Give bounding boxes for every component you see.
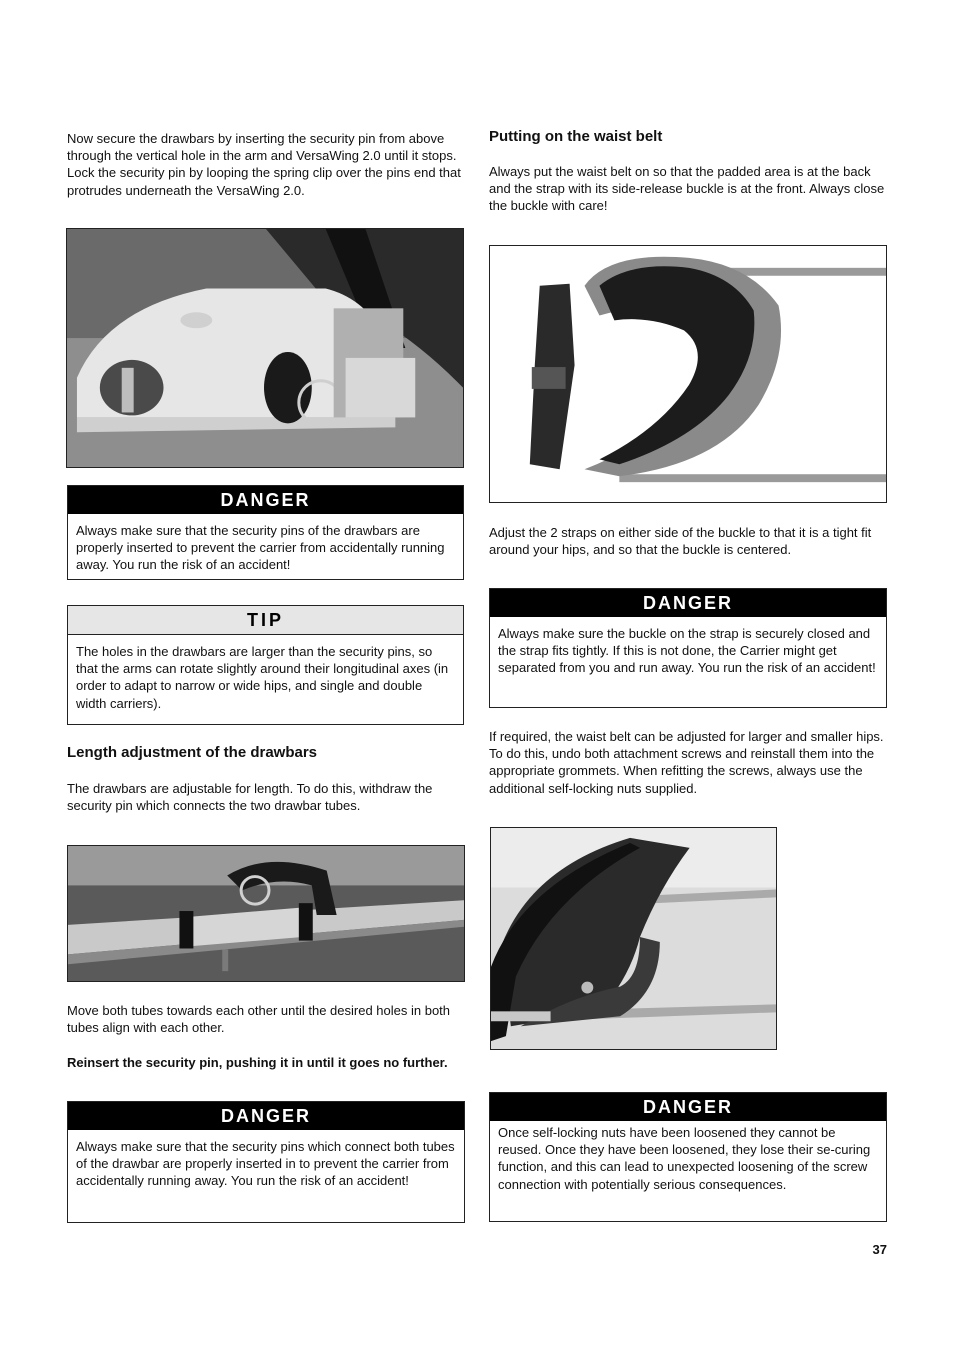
length-adjustment-paragraph: The drawbars are adjustable for length. To do this, withdraw the security pin which connects the two drawbar tubes. [67, 781, 433, 814]
reinsert-pin-paragraph: Reinsert the security pin, pushing it in until it goes no further. [67, 1055, 448, 1070]
danger-text: Always make sure the buckle on the strap is securely closed and the strap fits tightly. If this is not done, the Carrier might get separated from you and run away. You run the risk of an accident! [498, 626, 876, 676]
adjust-straps-paragraph: Adjust the 2 straps on either side of the buckle to that it is a tight fit around your hips, and so that the buckle is centered. [489, 525, 872, 558]
move-tubes-paragraph: Move both tubes towards each other until the desired holes in both tubes align with each other. [67, 1003, 451, 1036]
danger-title: DANGER [490, 1093, 886, 1121]
belt-adjustment-paragraph: If required, the waist belt can be adjusted for larger and smaller hips. To do this, undo both attachment screws and reinstall them into the appropriate grommets. When refitting the screws, always use the additional self-locking nuts supplied. [489, 729, 884, 796]
page-number: 37 [872, 1242, 887, 1257]
danger-title: DANGER [490, 589, 886, 617]
danger-box-pins [67, 485, 464, 580]
danger-box-buckle [489, 588, 887, 708]
waist-belt-paragraph: Always put the waist belt on so that the padded area is at the back and the strap with its side-release buckle is at the front. Always close the buckle with care! [489, 164, 885, 214]
waist-belt-heading: Putting on the waist belt [489, 128, 663, 145]
belt-grommet-photo [490, 827, 777, 1050]
security-pin-photo [66, 228, 464, 468]
danger-text: Always make sure that the security pins of the drawbars are properly inserted to prevent the carrier from accidentally running away. You run the risk of an accident! [76, 523, 445, 573]
waist-belt-photo [489, 245, 887, 503]
danger-box-nuts [489, 1092, 887, 1222]
tip-title: TIP [68, 606, 463, 635]
intro-paragraph: Now secure the drawbars by inserting the security pin from above through the vertical hole in the arm and VersaWing 2.0 until it stops. Lock the security pin by looping the spring clip over the pins end that protrudes underneath the VersaWing 2.0. [67, 131, 461, 198]
tip-box [67, 605, 464, 725]
danger-title: DANGER [68, 486, 463, 514]
danger-text: Always make sure that the security pins which connect both tubes of the drawbar are properly inserted in to prevent the carrier from accidentally running away. You run the risk of an accident! [76, 1139, 455, 1189]
tip-text: The holes in the drawbars are larger than the security pins, so that the arms can rotate slightly around their longitudinal axes (in order to adapt to narrow or wide hips, and single and double width carriers). [76, 644, 449, 711]
drawbar-tubes-photo [67, 845, 465, 982]
danger-title: DANGER [68, 1102, 464, 1130]
danger-box-tubes [67, 1101, 465, 1223]
length-adjustment-heading: Length adjustment of the drawbars [67, 744, 318, 761]
danger-text: Once self-locking nuts have been loosened they cannot be reused. Once they have been loosened, they lose their se-curing function, and this can lead to unexpected loosening of the screw connection with potentially serious consequences. [498, 1125, 871, 1192]
